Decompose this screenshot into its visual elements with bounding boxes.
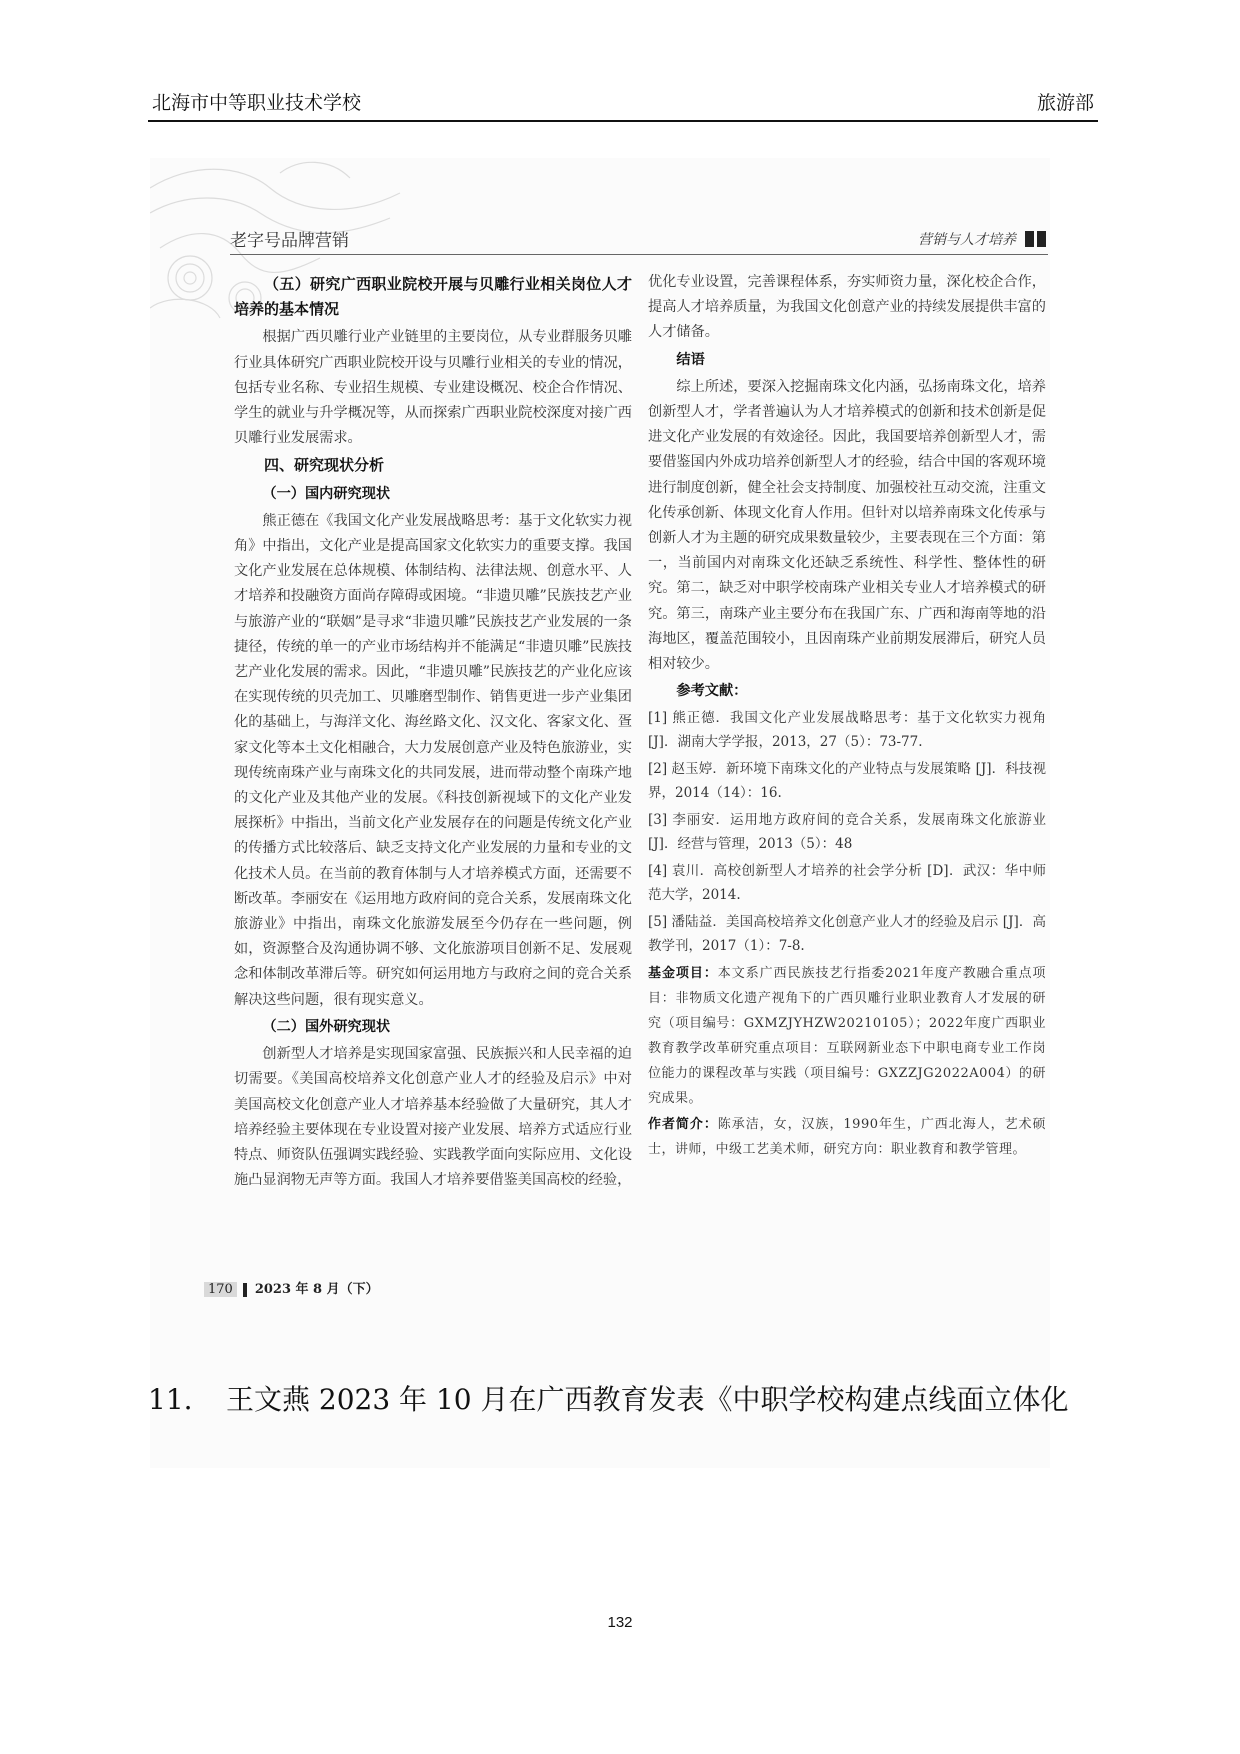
journal-page-number: 170 [204, 1282, 237, 1297]
paragraph: 创新型人才培养是实现国家富强、民族振兴和人民幸福的迫切需要。《美国高校培养文化创意产业人才的经验及启示》中对美国高校文化创意产业人才培养基本经验做了大量研究，其人才培养经验主要体现在专业设置对接产业发展、培养方式适应行业特点、师资队伍强调实践经验、实践教学面向实际应用、文化设施凸显润物无声等方面。我国人才培养要借鉴美国高校的经验， [234, 1046, 632, 1189]
reference-item: [5] 潘陆益．美国高校培养文化创意产业人才的经验及启示 [J]．高教学刊，2017（1）：7-8. [648, 914, 1046, 955]
journal-section: 营销与人才培养 [918, 232, 1016, 248]
heading-section-four: 四、研究现状分析 [264, 456, 385, 475]
paragraph: 根据广西贝雕行业产业链里的主要岗位，从专业群服务贝雕行业具体研究广西职业院校开设与贝雕行业相关的专业的情况，包括专业名称、专业招生规模、专业建设概况、校企合作情况、学生的就业与升学概况等，从而探索广西职业院校深度对接广西贝雕行业发展需求。 [234, 329, 632, 447]
heading-section-five: （五）研究广西职业院校开展与贝雕行业相关岗位人才培养的基本情况 [234, 275, 632, 319]
fund-text: 本文系广西民族技艺行指委2021年度产教融合重点项目：非物质文化遗产视角下的广西贝雕行业职业教育人才发展的研究（项目编号：GXMZJYHZW20210105）；2022年度广西职业教育教学改革研究重点项目：互联网新业态下中职电商专业工作岗位能力的课程改革与实践（项目编号：GXZZJG2022A004）的研究成果。 [648, 966, 1046, 1107]
reference-item: [4] 袁川．高校创新型人才培养的社会学分析 [D]．武汉：华中师范大学，2014. [648, 863, 1046, 904]
right-column [648, 270, 1046, 1163]
folio-divider [243, 1283, 247, 1297]
section-marker [1022, 231, 1048, 247]
author-note [648, 1112, 1046, 1162]
left-column [234, 270, 632, 1194]
heading-references: 参考文献： [676, 683, 748, 700]
paragraph: 优化专业设置，完善课程体系，夯实师资力量，深化校企合作，提高人才培养质量，为我国文化创意产业的持续发展提供丰富的人才储备。 [648, 274, 1046, 341]
reference-item: [1] 熊正德．我国文化产业发展战略思考：基于文化软实力视角 [J]．湖南大学学报，2013，27（5）：73-77. [648, 710, 1046, 751]
reference-item: [3] 李丽安．运用地方政府间的竞合关系，发展南珠文化旅游业 [J]．经营与管理，2013（5）：48 [648, 812, 1046, 853]
list-item [148, 1378, 1108, 1418]
issue-date: 2023 年 8 月（下） [254, 1282, 379, 1297]
heading-conclusion: 结语 [676, 351, 705, 368]
list-item-text: 王文燕 2023 年 10 月在广西教育发表《中职学校构建点线面立体化 [226, 1383, 1069, 1416]
department-name: 旅游部 [1036, 92, 1094, 114]
journal-folio [204, 1278, 379, 1297]
author-label: 作者简介： [648, 1117, 718, 1133]
scanned-journal-page [150, 158, 1050, 1468]
school-name: 北海市中等职业技术学校 [152, 92, 362, 114]
author-text: 陈承洁，女，汉族，1990年生，广西北海人，艺术硕士，讲师，中级工艺美术师，研究方向：职业教育和教学管理。 [648, 1117, 1046, 1158]
heading-domestic: （一）国内研究现状 [262, 485, 391, 502]
paragraph: 综上所述，要深入挖掘南珠文化内涵，弘扬南珠文化，培养创新型人才，学者普遍认为人才培养模式的创新和技术创新是促进文化产业发展的有效途径。因此，我国要培养创新型人才，需要借鉴国内外成功培养创新型人才的经验，结合中国的客观环境进行制度创新，健全社会支持制度、加强校社互动交流，注重文化传承创新、体现文化育人作用。但针对以培养南珠文化传承与创新人才为主题的研究成果数量较少，主要表现在三个方面：第一，当前国内对南珠文化还缺乏系统性、科学性、整体性的研究。第二，缺乏对中职学校南珠产业相关专业人才培养模式的研究。第三，南珠产业主要分布在我国广东、广西和海南等地的沿海地区，覆盖范围较小，且因南珠产业前期发展滞后，研究人员相对较少。 [648, 378, 1046, 673]
fund-label: 基金项目： [648, 966, 718, 982]
list-item-number: 11. [148, 1383, 193, 1416]
journal-header [230, 226, 1048, 255]
page-header [148, 86, 1098, 122]
journal-title: 老字号品牌营销 [230, 231, 349, 251]
paragraph: 熊正德在《我国文化产业发展战略思考：基于文化软实力视角》中指出，文化产业是提高国家文化软实力的重要支撑。我国文化产业发展在总体规模、体制结构、法律法规、创意水平、人才培养和投融资方面尚存障碍或困境。“非遗贝雕”民族技艺产业与旅游产业的“联姻”是寻求“非遗贝雕”民族技艺产业发展的一条捷径，传统的单一的产业市场结构并不能满足“非遗贝雕”民族技艺产业化发展的需求。因此，“非遗贝雕”民族技艺的产业化应该在实现传统的贝壳加工、贝雕磨型制作、销售更进一步产业集团化的基础上，与海洋文化、海丝路文化、汉文化、客家文化、疍家文化等本土文化相融合，大力发展创意产业及特色旅游业，实现传统南珠产业与南珠文化的共同发展，进而带动整个南珠产地的文化产业及其他产业的发展。《科技创新视域下的文化产业发展探析》中指出，当前文化产业发展存在的问题是传统文化产业的传播方式比较落后、缺乏支持文化产业发展的力量和专业的文化技术人员。在当前的教育体制与人才培养模式方面，还需要不断改革。李丽安在《运用地方政府间的竞合关系，发展南珠文化旅游业》中指出，南珠文化旅游发展至今仍存在一些问题，例如，资源整合及沟通协调不够、文化旅游项目创新不足、发展观念和体制改革滞后等。研究如何运用地方与政府之间的竞合关系解决这些问题，很有现实意义。 [234, 512, 632, 1008]
page-number: 132 [607, 1614, 633, 1631]
reference-item: [2] 赵玉婷．新环境下南珠文化的产业特点与发展策略 [J]．科技视界，2014（14）：16. [648, 761, 1046, 802]
fund-note [648, 961, 1046, 1111]
heading-foreign: （二）国外研究现状 [262, 1018, 391, 1035]
